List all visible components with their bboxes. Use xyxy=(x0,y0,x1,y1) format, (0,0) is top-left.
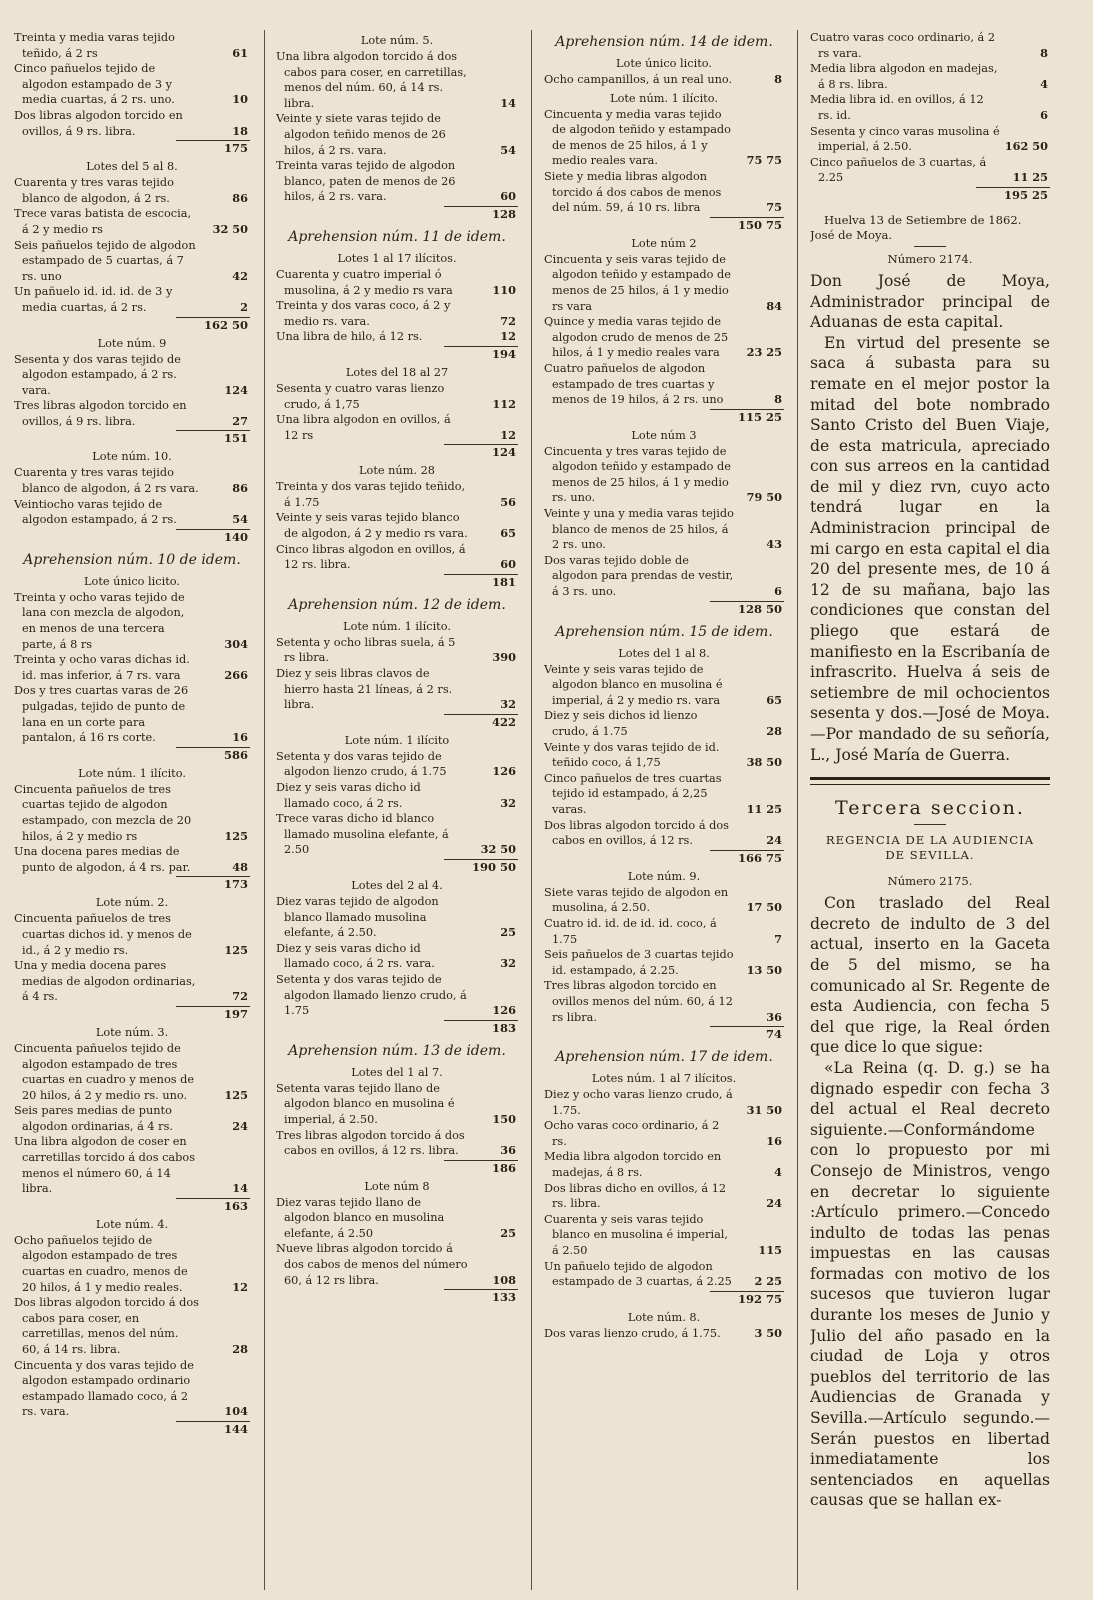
lot-heading: Lotes del 1 al 7. xyxy=(351,1065,443,1079)
inventory-entry: Sesenta y cinco varas musolina é imperial, á 2.50. 162 50 xyxy=(810,124,1048,154)
seizure-heading: Aprehension núm. 14 de idem. xyxy=(555,34,773,50)
inventory-entry: Una y media docena pares medias de algodon ordinarias, á 4 rs. 72 xyxy=(14,959,248,1004)
notice-number: Número 2174. xyxy=(887,251,973,266)
inventory-entry: Cuatro varas coco ordinario, á 2 rs vara. 8 xyxy=(810,31,1048,60)
lot-heading: Lotes 1 al 17 ilícitos. xyxy=(337,251,457,265)
seizure-heading: Aprehension núm. 10 de idem. xyxy=(23,551,241,568)
divider xyxy=(914,246,946,247)
inventory-entry: Trece varas dicho id blanco llamado musolina elefante, á 2.50 32 50 xyxy=(276,812,516,857)
inventory-entry: Seis pañuelos tejido de algodon estampado de 5 cuartas, á 7 rs. uno 42 xyxy=(14,238,248,283)
inventory-entry: Una libra algodon en ovillos, á 12 rs 12 xyxy=(276,413,516,442)
inventory-entry: Cuarenta y cuatro imperial ó musolina, á 2 y medio rs vara 110 xyxy=(276,267,516,297)
decree-body: «La Reina (q. D. g.) se ha dignado espedir con fecha 3 del actual el Real decreto siguiente.—Conformándome con lo propuesto por mi Consejo de Ministros, vengo en decretar lo siguiente :Artículo primero.—Concedo indulto de todas las penas impuestas en las causas formadas con motivo de los sucesos que tuvieron lugar durante los meses de Junio y Julio del año pasado en la ciudad de Loja y otros pueblos del territorio de las Audiencias de Granada y Sevilla.—Artículo segundo.—Serán puestos en libertad inmediatamente los sentenciados en aquellas causas que se hallan ex- xyxy=(810,1058,1050,1510)
lot-total: 173 xyxy=(176,876,250,892)
column-rule xyxy=(264,30,265,1590)
inventory-entry: Treinta y ocho varas dichas id. id. mas inferior, á 7 rs. vara 266 xyxy=(14,653,248,682)
column-rule xyxy=(531,30,532,1590)
lot-total: 190 50 xyxy=(444,859,518,875)
inventory-entry: Veinte y seis varas tejido blanco de algodon, á 2 y medio rs vara. 65 xyxy=(276,511,516,541)
notice-body: En virtud del presente se saca á subasta para su remate en el mejor postor la mitad del bote nombrado Santo Cristo del Buen Viaje, de esta matricula, apreciado con sus arreos en la cantidad de mil y diez rvn, cuyo acto tendrá lugar en la Administracion principal de mi cargo en esta capital el dia 20 del presente mes, de 10 á 12 de su mañana, bajo las condiciones que constan del pliego que estará de manifiesto en la Escribanía de infrascrito. Huelva á seis de setiembre de mil ochocientos sesenta y dos.—José de Moya.—Por mandado de su señoría, L., José María de Guerra. xyxy=(810,333,1050,764)
lot-total: 197 xyxy=(176,1006,250,1022)
lot-total: 194 xyxy=(444,346,518,362)
lot-heading: Lote núm. 5. xyxy=(360,34,434,47)
signature: José de Moya. xyxy=(810,227,893,242)
inventory-entry: Dos varas tejido doble de algodon para prendas de vestir, á 3 rs. uno. 6 xyxy=(544,553,782,599)
inventory-entry: Dos varas lienzo crudo, á 1.75. 3 50 xyxy=(544,1325,782,1340)
notice-heading: Don José de Moya, Administrador principal de Aduanas de esta capital. xyxy=(810,271,1050,332)
lot-heading: Lotes del 2 al 4. xyxy=(351,878,443,892)
inventory-entry: Una libra algodon torcido á dos cabos para coser, en carretillas, menos del núm. 60, á 14 rs. libra. 14 xyxy=(276,50,516,110)
inventory-entry: Siete y media libras algodon torcido á dos cabos de menos del núm. 59, á 10 rs. libra 75 xyxy=(544,169,782,215)
lot-total: 181 xyxy=(444,574,518,590)
lot-heading: Lotes del 5 al 8. xyxy=(86,160,178,174)
column-1 xyxy=(14,30,250,1600)
inventory-entry: Setenta varas tejido llano de algodon blanco en musolina é imperial, á 2.50. 150 xyxy=(276,1081,516,1126)
lot-heading: Lotes del 1 al 8. xyxy=(618,646,710,660)
notice-number: Número 2175. xyxy=(887,874,973,889)
inventory-entry: Diez varas tejido de algodon blanco llamado musolina elefante, á 2.50. 25 xyxy=(276,894,516,940)
inventory-entry: Sesenta y cuatro varas lienzo crudo, á 1,75 112 xyxy=(276,381,516,411)
inventory-entry: Un pañuelo tejido de algodon estampado de 3 cuartas, á 2.25 2 25 xyxy=(544,1259,782,1289)
inventory-entry: Cincuenta y tres varas tejido de algodon teñido y estampado de menos de 25 hilos, á 1 y medio rs. uno. 79 50 xyxy=(544,444,782,505)
seizure-heading: Aprehension núm. 12 de idem. xyxy=(288,596,506,613)
seizure-heading: Aprehension núm. 13 de idem. xyxy=(288,1042,506,1059)
inventory-entry: Cuatro id. id. de id. id. coco, á 1.75 7 xyxy=(544,916,782,946)
lot-heading: Lote núm. 1 ilícito. xyxy=(610,91,718,105)
inventory-entry: Treinta y media varas tejido teñido, á 2 rs 61 xyxy=(14,31,248,60)
inventory-entry: Cincuenta y seis varas tejido de algodon teñido y estampado de menos de 25 hilos, á 1 y medio rs vara 84 xyxy=(544,252,782,313)
inventory-entry: Media libra id. en ovillos, á 12 rs. id. 6 xyxy=(810,93,1048,122)
lot-heading: Lote núm. 1 ilícito xyxy=(344,733,450,747)
inventory-entry: Seis pañuelos de 3 cuartas tejido id. estampado, á 2.25. 13 50 xyxy=(544,948,782,977)
inventory-entry: Ocho campanillos, á un real uno. 8 xyxy=(544,72,782,86)
lot-total: 422 xyxy=(444,714,518,730)
lot-heading: Lote núm. 1 ilícito. xyxy=(78,766,186,780)
lot-total: 151 xyxy=(176,430,250,446)
inventory-entry: Diez y seis dichos id lienzo crudo, á 1.75 28 xyxy=(544,709,782,738)
inventory-entry: Cinco pañuelos tejido de algodon estampado de 3 y media cuartas, á 2 rs. uno. 10 xyxy=(14,62,248,107)
inventory-entry: Veinte y seis varas tejido de algodon blanco en musolina é imperial, á 2 y medio rs. vara 65 xyxy=(544,662,782,707)
inventory-entry: Dos libras algodon torcido á dos cabos en ovillos, á 12 rs. 24 xyxy=(544,818,782,848)
inventory-entry: Dos y tres cuartas varas de 26 pulgadas, tejido de punto de lana en un corte para pantalon, á 16 rs corte. 16 xyxy=(14,684,248,745)
lot-total: 124 xyxy=(444,444,518,460)
lot-heading: Lote núm 8 xyxy=(364,1179,430,1193)
inventory-entry: Trece varas batista de escocia, á 2 y medio rs 32 50 xyxy=(14,207,248,236)
inventory-entry: Tres libras algodon torcido en ovillos, á 9 rs. libra. 27 xyxy=(14,399,248,428)
section-rule xyxy=(810,777,1050,780)
inventory-entry: Nueve libras algodon torcido á dos cabos de menos del número 60, á 12 rs libra. 108 xyxy=(276,1242,516,1287)
inventory-entry: Veinte y dos varas tejido de id. teñido coco, á 1,75 38 50 xyxy=(544,740,782,770)
inventory-entry: Cincuenta y media varas tejido de algodon teñido y estampado de menos de 25 hilos, á 1 y medio reales vara. 75 75 xyxy=(544,107,782,168)
lot-heading: Lote núm. 28 xyxy=(359,464,435,478)
inventory-entry: Dos libras algodon torcido en ovillos, á 9 rs. libra. 18 xyxy=(14,108,248,138)
inventory-entry: Media libra algodon en madejas, á 8 rs. libra. 4 xyxy=(810,62,1048,91)
inventory-entry: Cincuenta pañuelos de tres cuartas tejido de algodon estampado, con mezcla de 20 hilos, á 2 y medio rs 125 xyxy=(14,782,248,843)
inventory-entry: Veintiocho varas tejido de algodon estampado, á 2 rs. 54 xyxy=(14,497,248,527)
lot-total: 150 75 xyxy=(710,217,784,233)
lot-total: 144 xyxy=(176,1421,250,1437)
inventory-entry: Setenta y ocho libras suela, á 5 rs libra. 390 xyxy=(276,635,516,665)
inventory-entry: Siete varas tejido de algodon en musolina, á 2.50. 17 50 xyxy=(544,885,782,915)
lot-total: 166 75 xyxy=(710,850,784,866)
lot-total: 115 25 xyxy=(710,409,784,425)
lot-heading: Lote núm. 10. xyxy=(92,450,172,464)
seizure-heading: Aprehension núm. 17 de idem. xyxy=(555,1049,773,1066)
seizure-heading: Aprehension núm. 15 de idem. xyxy=(555,623,773,640)
institution-name: REGENCIA DE LA AUDIENCIA xyxy=(825,833,1035,848)
lot-heading: Lote núm. 4. xyxy=(95,1217,169,1231)
lot-heading: Lote núm. 3. xyxy=(95,1025,169,1039)
column-3 xyxy=(544,30,784,1600)
inventory-entry: Cuarenta y seis varas tejido blanco en musolina é imperial, á 2.50 115 xyxy=(544,1212,782,1258)
inventory-entry: Cinco pañuelos de 3 cuartas, á 2.25 11 25 xyxy=(810,155,1048,185)
inventory-entry: Treinta y ocho varas tejido de lana con mezcla de algodon, en menos de una tercera parte, á 8 rs 304 xyxy=(14,590,248,651)
lot-total: 186 xyxy=(444,1160,518,1176)
lot-total: 74 xyxy=(710,1026,784,1042)
inventory-entry: Diez y ocho varas lienzo crudo, á 1.75. 31 50 xyxy=(544,1088,782,1117)
lot-total: 140 xyxy=(176,529,250,545)
inventory-entry: Una libra de hilo, á 12 rs. 12 xyxy=(276,329,516,344)
column-4 xyxy=(810,30,1050,1600)
lot-heading: Lote núm. 2. xyxy=(95,896,169,910)
inventory-entry: Setenta y dos varas tejido de algodon lienzo crudo, á 1.75 126 xyxy=(276,749,516,779)
inventory-entry: Dos libras dicho en ovillos, á 12 rs. libra. 24 xyxy=(544,1181,782,1211)
lot-total: 133 xyxy=(444,1289,518,1305)
inventory-entry: Ocho varas coco ordinario, á 2 rs. 16 xyxy=(544,1119,782,1148)
inventory-entry: Tres libras algodon torcido en ovillos menos del núm. 60, á 12 rs libra. 36 xyxy=(544,979,782,1024)
inventory-entry: Veinte y siete varas tejido de algodon teñido menos de 26 hilos, á 2 rs. vara. 54 xyxy=(276,112,516,157)
inventory-entry: Una docena pares medias de punto de algodon, á 4 rs. par. 48 xyxy=(14,845,248,874)
lot-total: 586 xyxy=(176,747,250,763)
inventory-entry: Sesenta y dos varas tejido de algodon estampado, á 2 rs. vara. 124 xyxy=(14,352,248,397)
inventory-entry: Cincuenta y dos varas tejido de algodon estampado ordinario estampado llamado coco, á 2 rs. vara. 104 xyxy=(14,1358,248,1419)
inventory-entry: Treinta y dos varas coco, á 2 y medio rs. vara. 72 xyxy=(276,299,516,328)
inventory-entry: Diez y seis libras clavos de hierro hasta 21 líneas, á 2 rs. libra. 32 xyxy=(276,667,516,712)
lot-heading: Lotes núm. 1 al 7 ilícitos. xyxy=(591,1072,737,1086)
lot-heading: Lote núm. 9. xyxy=(627,869,701,883)
inventory-entry: Veinte y una y media varas tejido blanco de menos de 25 hilos, á 2 rs. uno. 43 xyxy=(544,507,782,552)
inventory-entry: Cuarenta y tres varas tejido blanco de algodon, á 2 rs vara. 86 xyxy=(14,466,248,496)
lot-total: 128 50 xyxy=(710,601,784,617)
dateline: Huelva 13 de Setiembre de 1862. xyxy=(824,212,1022,227)
lot-heading: Lote núm 3 xyxy=(631,428,697,442)
lot-total: 192 75 xyxy=(710,1291,784,1307)
column-2 xyxy=(276,30,518,1600)
lot-heading: Lote único licito. xyxy=(616,57,712,70)
inventory-entry: Cuarenta y tres varas tejido blanco de algodon, á 2 rs. 86 xyxy=(14,176,248,205)
divider xyxy=(914,824,946,825)
lot-total: 163 xyxy=(176,1198,250,1214)
inventory-entry: Setenta y dos varas tejido de algodon llamado lienzo crudo, á 1.75 126 xyxy=(276,972,516,1018)
lot-total: 175 xyxy=(176,140,250,156)
lot-heading: Lotes del 18 al 27 xyxy=(345,365,449,379)
inventory-entry: Quince y media varas tejido de algodon crudo de menos de 25 hilos, á 1 y medio reales vara 23 25 xyxy=(544,315,782,360)
section-rule xyxy=(810,784,1050,785)
section-title: Tercera seccion. xyxy=(835,797,1025,820)
lot-heading: Lote núm. 1 ilícito. xyxy=(343,619,451,633)
lot-heading: Lote núm. 9 xyxy=(97,336,167,350)
inventory-entry: Dos libras algodon torcido á dos cabos para coser, en carretillas, menos del núm. 60, á 14 rs. libra. 28 xyxy=(14,1296,248,1356)
inventory-entry: Cincuenta pañuelos de tres cuartas dichos id. y menos de id., á 2 y medio rs. 125 xyxy=(14,912,248,957)
lot-heading: Lote núm. 8. xyxy=(627,1310,701,1324)
inventory-entry: Diez y seis varas dicho id llamado coco, á 2 rs. 32 xyxy=(276,781,516,810)
inventory-entry: Cinco pañuelos de tres cuartas tejido id estampado, á 2,25 varas. 11 25 xyxy=(544,771,782,816)
lot-total: 162 50 xyxy=(176,317,250,333)
inventory-entry: Ocho pañuelos tejido de algodon estampado de tres cuartas en cuadro, menos de 20 hilos, á 1 y medio reales. 12 xyxy=(14,1233,248,1294)
inventory-entry: Diez y seis varas dicho id llamado coco, á 2 rs. vara. 32 xyxy=(276,941,516,971)
lot-heading: Lote núm 2 xyxy=(631,236,697,250)
lot-total: 195 25 xyxy=(976,187,1050,203)
inventory-entry: Media libra algodon torcido en madejas, á 8 rs. 4 xyxy=(544,1150,782,1180)
lot-total: 183 xyxy=(444,1020,518,1036)
inventory-entry: Treinta y dos varas tejido teñido, á 1.75 56 xyxy=(276,480,516,509)
inventory-entry: Cincuenta pañuelos tejido de algodon estampado de tres cuartas en cuadro y menos de 20 hilos, á 2 y medio rs. uno. 125 xyxy=(14,1041,248,1102)
lot-total: 128 xyxy=(444,206,518,222)
inventory-entry: Cuatro pañuelos de algodon estampado de tres cuartas y menos de 19 hilos, á 2 rs. uno 8 xyxy=(544,361,782,407)
seizure-heading: Aprehension núm. 11 de idem. xyxy=(288,228,506,245)
column-rule xyxy=(797,30,798,1590)
institution-place: DE SEVILLA. xyxy=(885,848,975,863)
inventory-entry: Seis pares medias de punto algodon ordinarias, á 4 rs. 24 xyxy=(14,1104,248,1133)
inventory-entry: Cinco libras algodon en ovillos, á 12 rs. libra. 60 xyxy=(276,542,516,572)
lot-heading: Lote único licito. xyxy=(84,574,180,588)
decree-intro: Con traslado del Real decreto de indulto de 3 del actual, inserto en la Gaceta de 5 del mismo, se ha comunicado al Sr. Regente de esta Audiencia, con fecha 5 del que rige, la Real órden que dice lo que sigue: xyxy=(810,894,1050,1057)
inventory-entry: Diez varas tejido llano de algodon blanco en musolina elefante, á 2.50 25 xyxy=(276,1195,516,1240)
inventory-entry: Treinta varas tejido de algodon blanco, paten de menos de 26 hilos, á 2 rs. vara. 60 xyxy=(276,159,516,204)
inventory-entry: Un pañuelo id. id. id. de 3 y media cuartas, á 2 rs. 2 xyxy=(14,285,248,314)
inventory-entry: Tres libras algodon torcido á dos cabos en ovillos, á 12 rs. libra. 36 xyxy=(276,1128,516,1158)
inventory-entry: Una libra algodon de coser en carretillas torcido á dos cabos menos el número 60, á 14 libra. 14 xyxy=(14,1135,248,1196)
